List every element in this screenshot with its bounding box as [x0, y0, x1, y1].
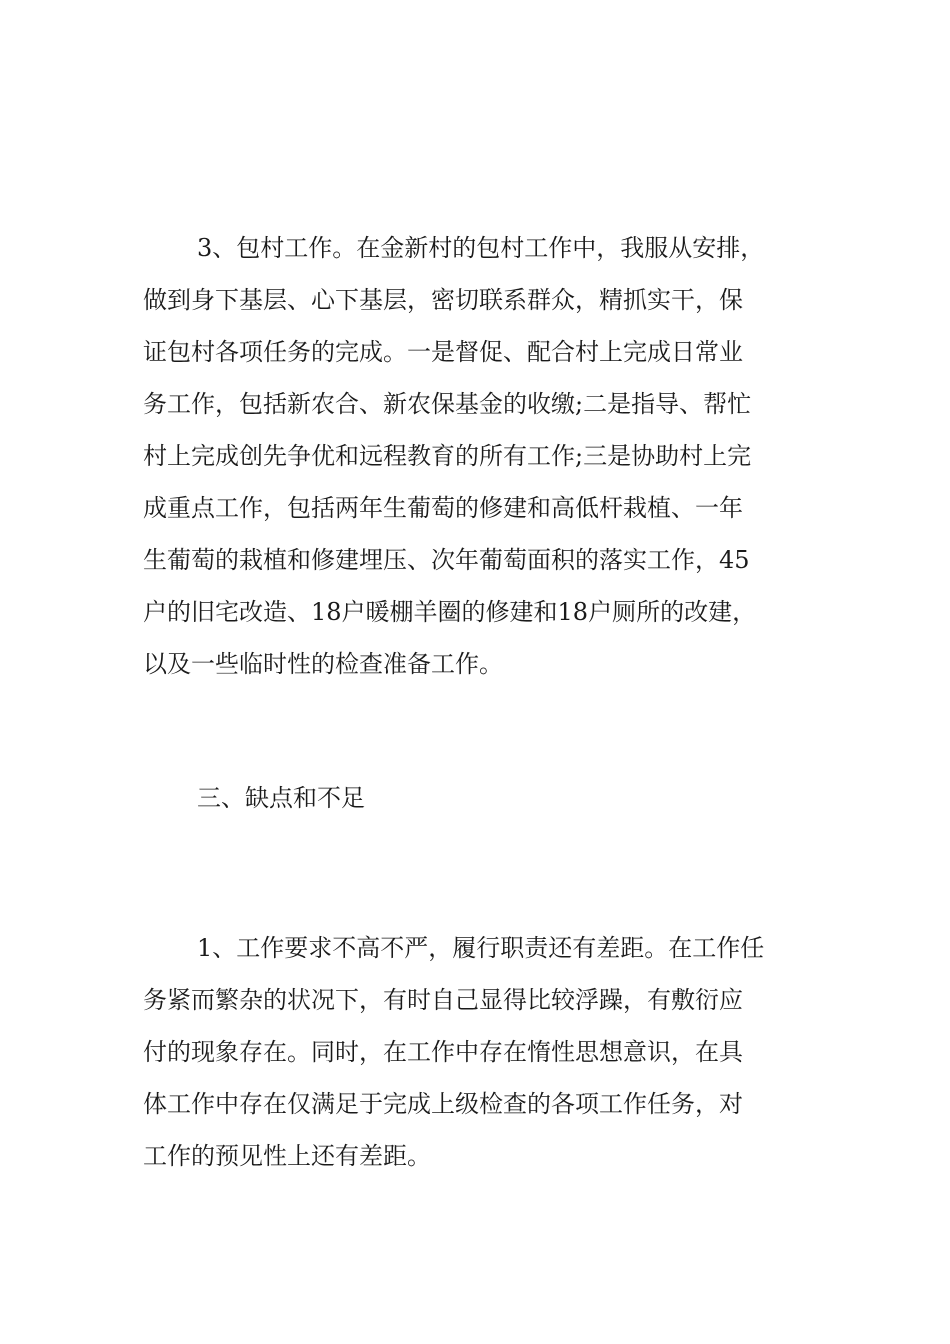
paragraph-line: 工作的预见性上还有差距。	[143, 1142, 431, 1170]
paragraph-line: 以及一些临时性的检查准备工作。	[143, 650, 503, 678]
section-heading-text: 三、缺点和不足	[197, 784, 365, 812]
paragraph-line: 做到身下基层、心下基层，密切联系群众，精抓实干，保	[143, 286, 743, 314]
paragraph-line: 证包村各项任务的完成。一是督促、配合村上完成日常业	[143, 338, 743, 366]
paragraph-line: 1、工作要求不高不严，履行职责还有差距。在工作任	[197, 934, 765, 962]
paragraph-line: 付的现象存在。同时，在工作中存在惰性思想意识，在具	[143, 1038, 743, 1066]
paragraph-work-requirements	[143, 922, 808, 1182]
section-heading-shortcomings	[143, 772, 808, 824]
paragraph-line: 村上完成创先争优和远程教育的所有工作;三是协助村上完	[143, 442, 752, 470]
paragraph-village-work	[143, 222, 808, 690]
paragraph-line: 成重点工作，包括两年生葡萄的修建和高低杆栽植、一年	[143, 494, 743, 522]
paragraph-line: 3、包村工作。在金新村的包村工作中，我服从安排，	[197, 234, 765, 262]
paragraph-line: 务工作，包括新农合、新农保基金的收缴;二是指导、帮忙	[143, 390, 752, 418]
paragraph-line: 生葡萄的栽植和修建埋压、次年葡萄面积的落实工作，45	[143, 546, 750, 574]
paragraph-line: 户的旧宅改造、18户暖棚羊圈的修建和18户厕所的改建，	[143, 598, 757, 626]
paragraph-line: 体工作中存在仅满足于完成上级检查的各项工作任务，对	[143, 1090, 743, 1118]
paragraph-line: 务紧而繁杂的状况下，有时自己显得比较浮躁，有敷衍应	[143, 986, 743, 1014]
